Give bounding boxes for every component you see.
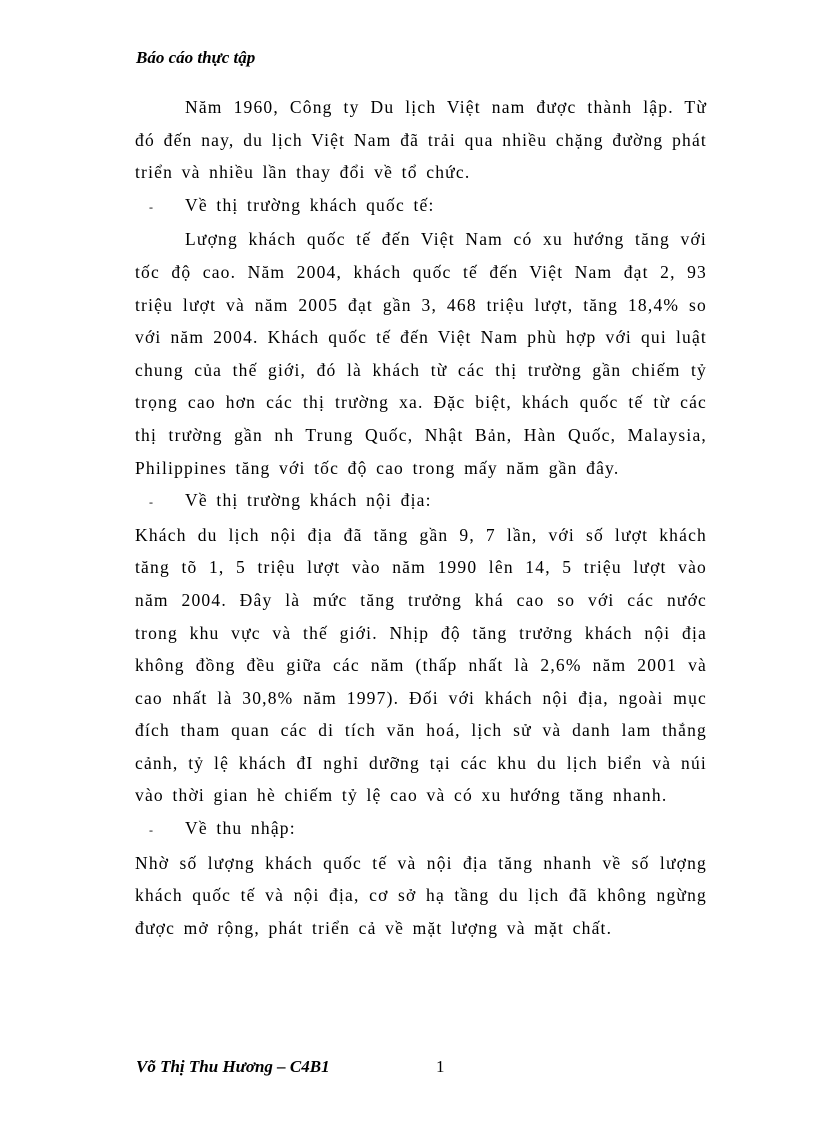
- bullet-label: Về thị trường khách nội địa:: [185, 490, 432, 511]
- page-header: Báo cáo thực tập: [136, 48, 256, 67]
- bullet-income: [135, 812, 707, 847]
- bullet-label: Về thị trường khách quốc tế:: [185, 194, 435, 215]
- footer-author: Võ Thị Thu Hương – C4B1: [136, 1057, 330, 1076]
- paragraph-intro: Năm 1960, Công ty Du lịch Việt nam được thành lập. Từ đó đến nay, du lịch Việt Nam đã trải qua nhiều chặng đường phát triển và nhiều lần thay đổi về tổ chức.: [135, 97, 707, 183]
- bullet-dash: -: [149, 199, 155, 214]
- paragraph-income: Nhờ số lượng khách quốc tế và nội địa tăng nhanh về số lượng khách quốc tế và nội địa, cơ sở hạ tầng du lịch đã không ngừng được mở rộng, phát triển cả về mặt lượng và mặt chất.: [135, 852, 707, 938]
- bullet-dash: -: [149, 823, 155, 838]
- page-number: 1: [436, 1057, 445, 1076]
- bullet-dash: -: [149, 495, 155, 510]
- bullet-international-market: [135, 189, 707, 224]
- paragraph-domestic: Khách du lịch nội địa đã tăng gần 9, 7 lần, với số lượt khách tăng tõ 1, 5 triệu lượt vào năm 1990 lên 14, 5 triệu lượt vào năm 2004. Đây là mức tăng trưởng khá cao so với các nước trong khu vực và thế giới. Nhịp độ tăng trưởng khách nội địa không đồng đều giữa các năm (thấp nhất là 2,6% năm 2001 và cao nhất là 30,8% năm 1997). Đối với khách nội địa, ngoài mục đích tham quan các di tích văn hoá, lịch sử và danh lam thắng cảnh, tỷ lệ khách đI nghỉ dưỡng tại các khu du lịch biển và núi vào thời gian hè chiếm tỷ lệ cao và có xu hướng tăng nhanh.: [135, 524, 707, 806]
- paragraph-international: Lượng khách quốc tế đến Việt Nam có xu hướng tăng với tốc độ cao. Năm 2004, khách quốc tế đến Việt Nam đạt 2, 93 triệu lượt và năm 2005 đạt gần 3, 468 triệu lượt, tăng 18,4% so với năm 2004. Khách quốc tế đến Việt Nam phù hợp với qui luật chung của thế giới, đó là khách từ các thị trường gần chiếm tỷ trọng cao hơn các thị trường xa. Đặc biệt, khách quốc tế từ các thị trường gần nh Trung Quốc, Nhật Bản, Hàn Quốc, Malaysia, Philippines tăng với tốc độ cao trong mấy năm gần đây.: [135, 229, 707, 478]
- bullet-domestic-market: [135, 484, 707, 519]
- bullet-label: Về thu nhập:: [185, 818, 296, 839]
- document-body: [135, 91, 707, 944]
